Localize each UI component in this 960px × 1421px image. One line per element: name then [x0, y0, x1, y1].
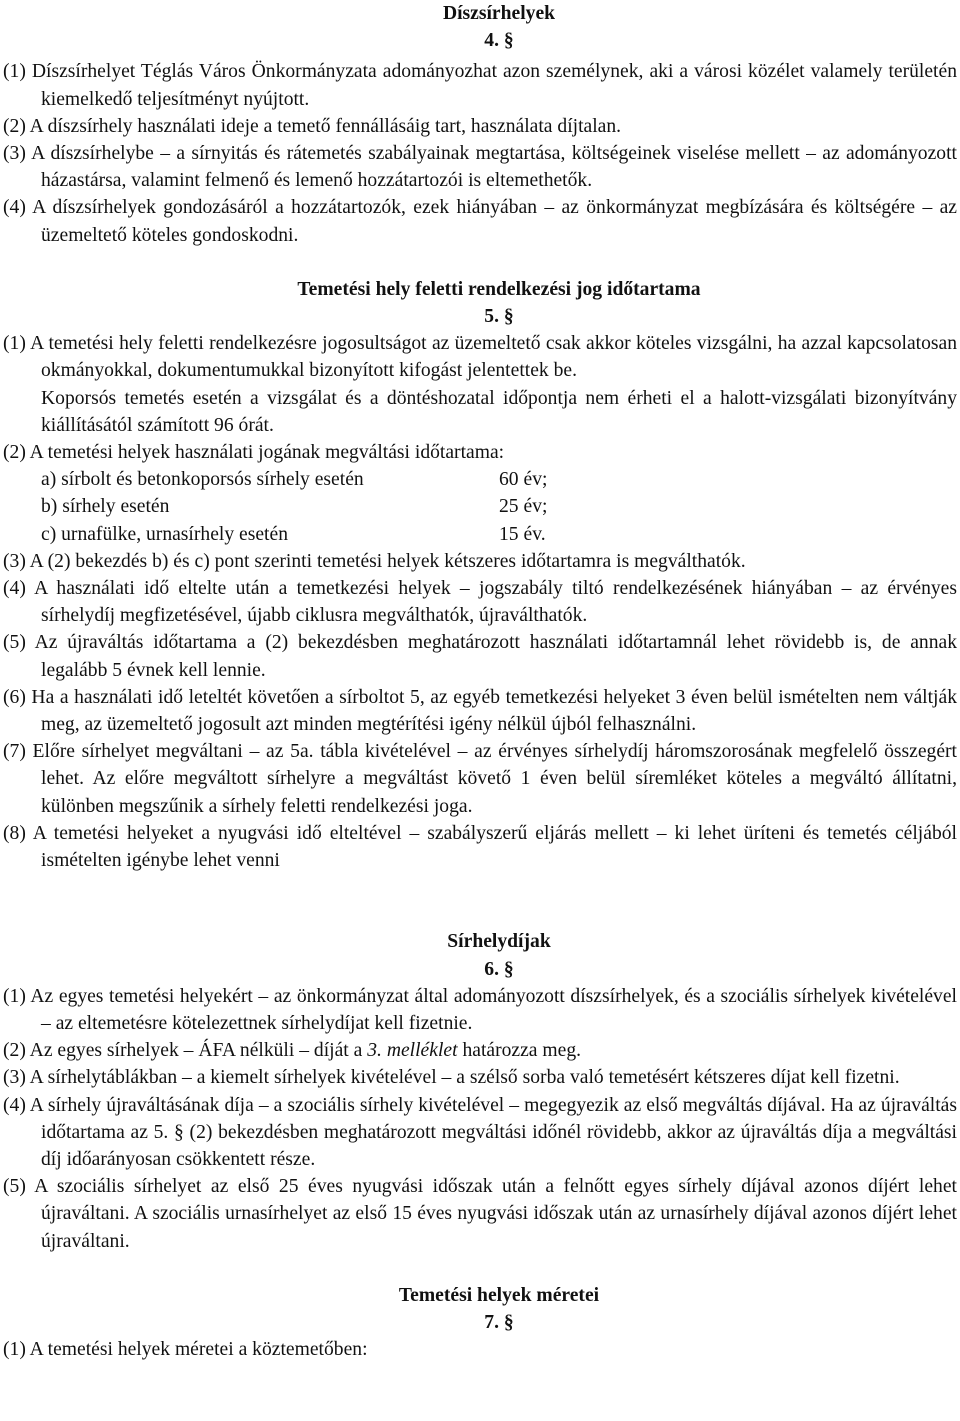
section-title-diszsirhelyek: Díszsírhelyek: [442, 3, 556, 24]
paragraph-5-1: (1) A temetési hely feletti rendelkezésre jogosultságot az üzemeltető csak akkor köteles vizsgálni, ha azzal kapcsolatosan okmányokkal, dokumentumukkal bizonyított kifogást jelentettek be.: [3, 333, 957, 382]
section-title-sirhelydijak: Sírhelydíjak: [447, 931, 551, 953]
duration-value: 25 év;: [499, 496, 548, 518]
duration-value: 60 év;: [499, 469, 548, 491]
paragraph-5-1-continued: Koporsós temetés esetén a vizsgálat és a döntéshozatal időpontja nem érheti el a halott-vizsgálati bizonyítvány kiállításától számított 96 órát.: [41, 387, 957, 436]
section-title-rendelkezesi-jog: Temetési hely feletti rendelkezési jog időtartama: [297, 278, 701, 300]
paragraph-6-3: (3) A sírhelytáblákban – a kiemelt sírhelyek kivételével – a szélső sorba való temetésért kétszeres díjat kell fizetni.: [3, 1067, 900, 1089]
paragraph-5-3: (3) A (2) bekezdés b) és c) pont szerinti temetési helyek kétszeres időtartamra is megválthatók.: [3, 550, 746, 572]
paragraph-5-5: (5) Az újraváltás időtartama a (2) bekezdésben meghatározott használati időtartamnál lehet rövidebb is, de annak legalább 5 évnek kell lennie.: [3, 632, 957, 681]
paragraph-5-2: (2) A temetési helyek használati jogának megváltási időtartama:: [3, 442, 505, 464]
duration-label: b) sírhely esetén: [41, 496, 170, 518]
paragraph-4-4: (4) A díszsírhelyek gondozásáról a hozzátartozók, ezek hiányában – az önkormányzat megbízására és költségére – az üzemeltető köteles gondoskodni.: [3, 197, 957, 246]
duration-value: 15 év.: [499, 523, 546, 545]
section-number-4: 4. §: [484, 30, 514, 52]
paragraph-6-2-text: (2) Az egyes sírhelyek – ÁFA nélküli – díját a: [3, 1040, 368, 1062]
duration-row: [3, 493, 957, 520]
paragraph-6-4: (4) A sírhely újraváltásának díja – a szociális sírhely kivételével – megegyezik az első megváltás díjával. Ha az újraváltás időtartama az 5. § (2) bekezdésben meghatározott megváltási időnél rövidebb, akkor az újraváltás díja a megváltási díj időarányosan csökkentett része.: [3, 1094, 957, 1170]
paragraph-4-3: (3) A díszsírhelybe – a sírnyitás és rátemetés szabályainak megtartása, költségeinek viselése mellett – az adományozott házastársa, valamint felmenő és lemenő hozzátartozói is eltemethetők.: [3, 143, 957, 192]
paragraph-5-7: (7) Előre sírhelyet megváltani – az 5a. tábla kivételével – az érvényes sírhelydíj háromszorosának megfelelő összegért lehet. Az előre megváltott sírhelyre a megváltást követő 1 éven belül síremléket köteles a megváltó állítatni, különben megszűnik a sírhely feletti rendelkezési joga.: [3, 741, 957, 817]
paragraph-6-2: [3, 1037, 957, 1064]
paragraph-4-2: (2) A díszsírhely használati ideje a temető fennállásáig tart, használata díjtalan.: [3, 115, 622, 137]
paragraph-5-8: (8) A temetési helyeket a nyugvási idő elteltével – szabályszerű eljárás mellett – ki lehet üríteni és temetés céljából ismételten igénybe lehet venni: [3, 822, 957, 872]
duration-label: c) urnafülke, urnasírhely esetén: [41, 523, 288, 545]
section-number-5: 5. §: [484, 306, 514, 328]
paragraph-6-5: (5) A szociális sírhelyet az első 25 éves nyugvási időszak után a felnőtt egyes sírhely díjával azonos díjért lehet újraváltani. A szociális urnasírhelyet az első 15 éves nyugvási időszak után az urnasírhely díjával azonos díjért lehet újraváltani.: [3, 1176, 957, 1252]
section-number-7: 7. §: [484, 1311, 514, 1333]
duration-row: [3, 521, 957, 548]
paragraph-6-2-tail: határozza meg.: [457, 1040, 582, 1062]
annex-reference: 3. melléklet: [367, 1040, 458, 1062]
section-number-6: 6. §: [484, 958, 514, 980]
paragraph-6-1: (1) Az egyes temetési helyekért – az önkormányzat által adományozott díszsírhelyek, és a szociális sírhelyek kivételével – az eltemetésre kötelezettnek sírhelydíjat kell fizetnie.: [3, 985, 957, 1034]
paragraph-7-1: (1) A temetési helyek méretei a köztemetőben:: [3, 1339, 368, 1361]
paragraph-4-1: (1) Díszsírhelyet Téglás Város Önkormányzata adományozhat azon személynek, aki a városi közélet valamely területén kiemelkedő teljesítményt nyújtott.: [3, 61, 957, 110]
duration-row: [3, 466, 957, 493]
paragraph-5-6: (6) Ha a használati idő leteltét követően a sírboltot 5, az egyéb temetkezési helyeket 3 éven belül ismételten nem váltják meg, az üzemeltető jogosult azt minden megtérítési igény nélkül újból felhasználni.: [3, 686, 957, 736]
section-title-meretek: Temetési helyek méretei: [398, 1284, 600, 1306]
duration-label: a) sírbolt és betonkoporsós sírhely esetén: [41, 469, 364, 491]
paragraph-5-4: (4) A használati idő eltelte után a temetkezési helyek – jogszabály tiltó rendelkezésének hiányában – az érvényes sírhelydíj megfizetésével, újabb ciklusra megválthatók, újraválthatók.: [3, 578, 957, 627]
